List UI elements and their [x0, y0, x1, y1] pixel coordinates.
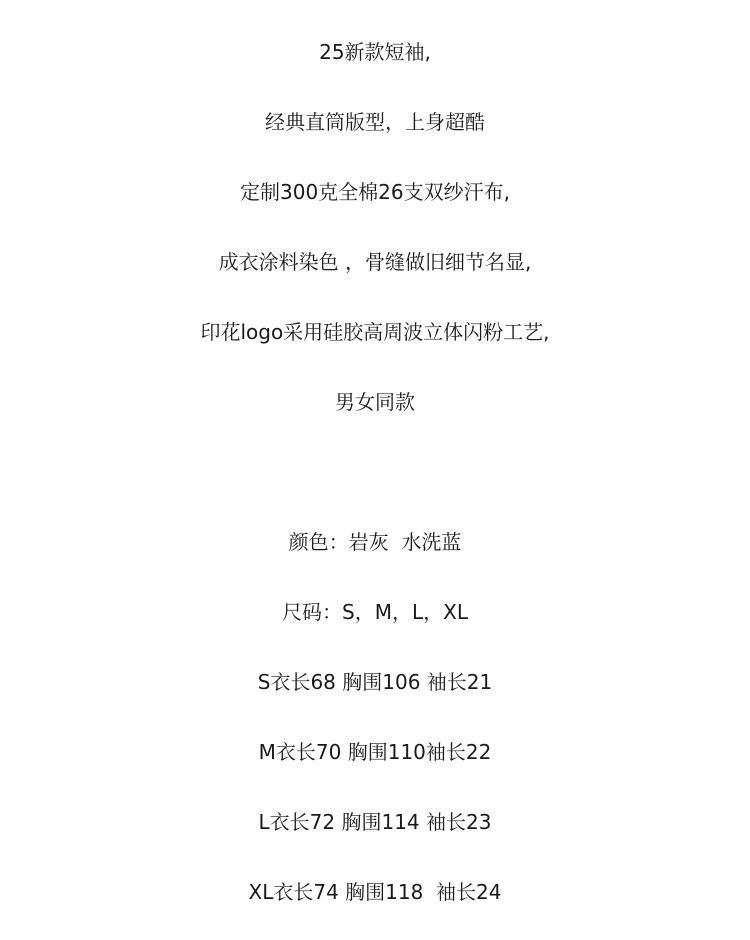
- size-row-s: S衣长68 胸围106 袖长21: [257, 670, 493, 694]
- description-line-season: 25新款短袖,: [319, 40, 431, 64]
- size-row-xl: XL衣长74 胸围118 袖长24: [248, 880, 502, 904]
- description-line-fabric: 定制300克全棉26支双纱汗布,: [240, 180, 510, 204]
- description-line-dye: 成衣涂料染色 ，骨缝做旧细节名显,: [218, 250, 532, 274]
- size-row-m: M衣长70 胸围110袖长22: [258, 740, 492, 764]
- description-line-print: 印花logo采用硅胶高周波立体闪粉工艺,: [200, 320, 550, 344]
- size-row-l: L衣长72 胸围114 袖长23: [258, 810, 492, 834]
- color-options: 颜色：岩灰 水洗蓝: [288, 530, 462, 554]
- description-line-fit: 经典直筒版型，上身超酷: [265, 110, 485, 134]
- size-options: 尺码：S，M，L，XL: [282, 600, 468, 624]
- description-line-unisex: 男女同款: [335, 390, 415, 414]
